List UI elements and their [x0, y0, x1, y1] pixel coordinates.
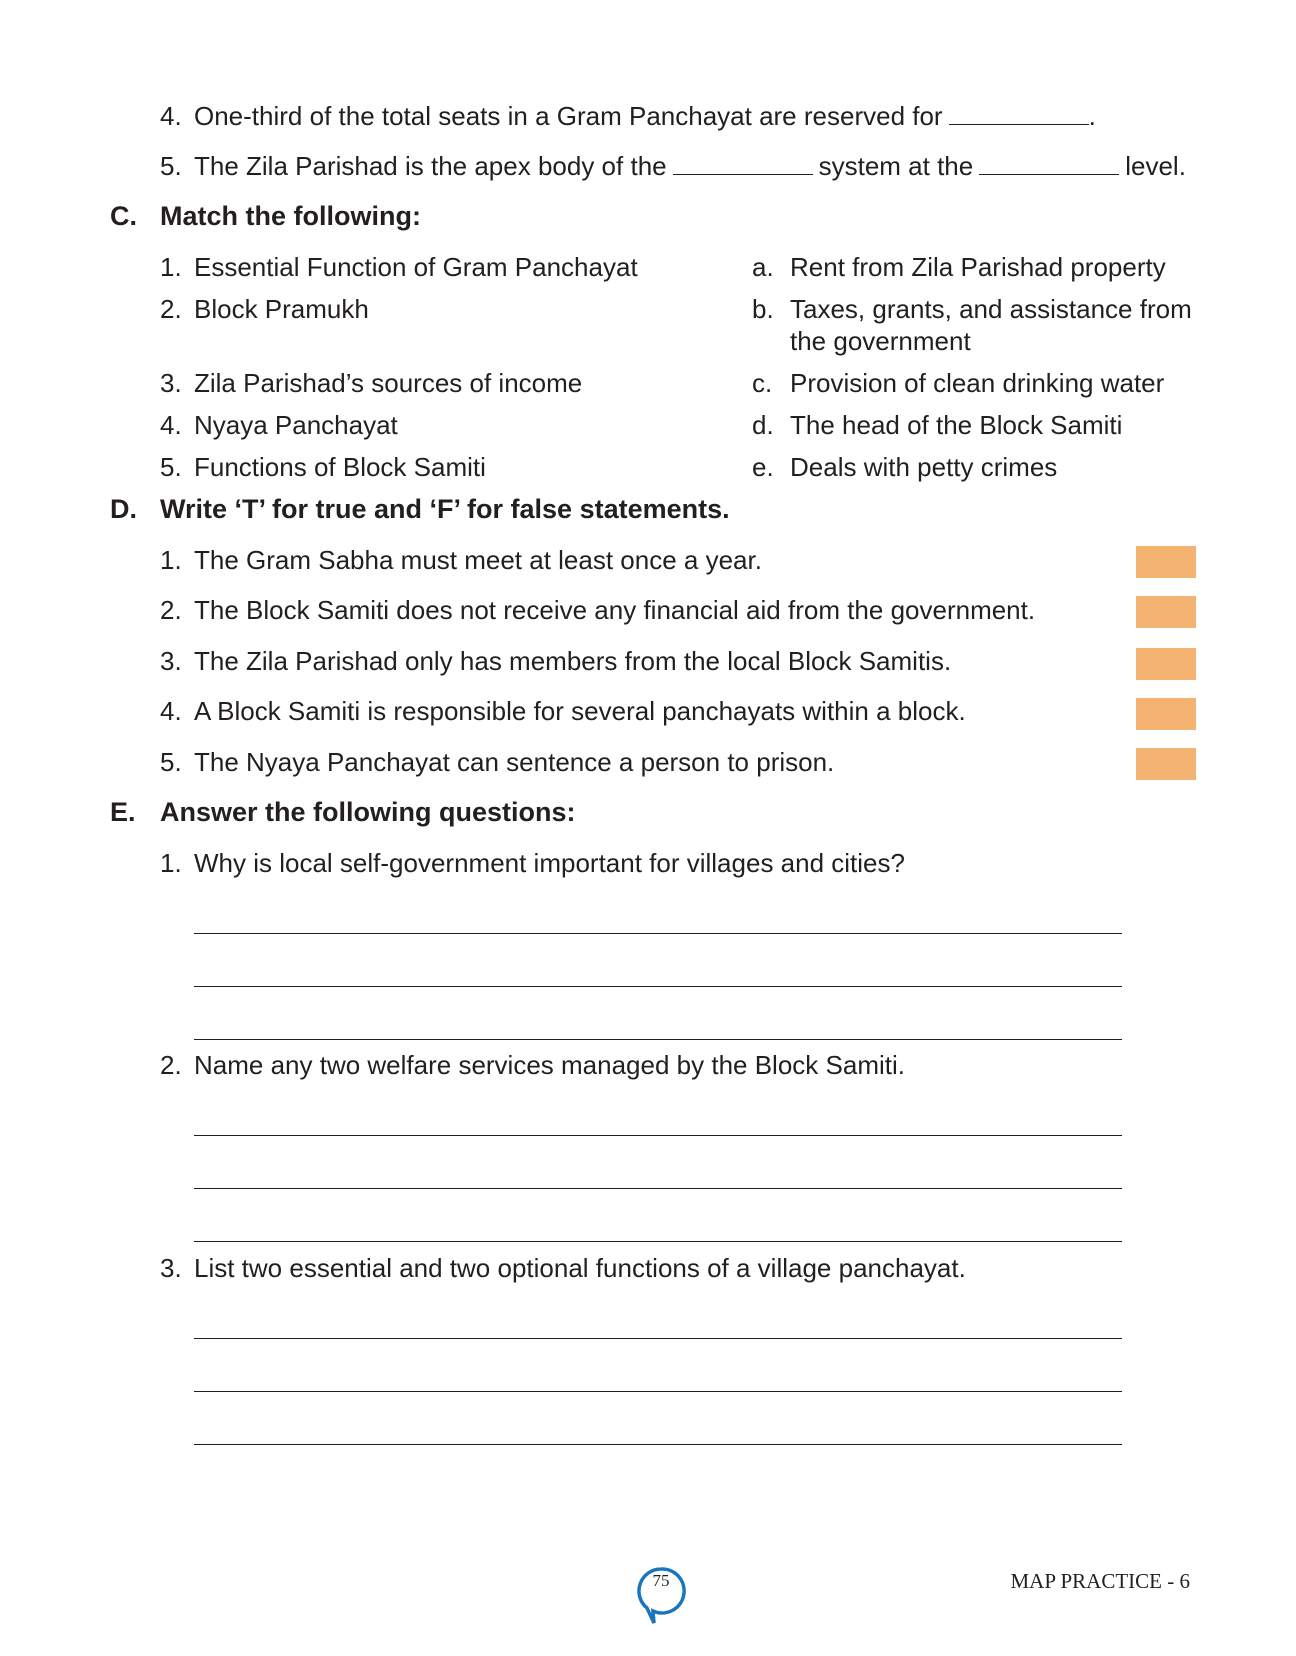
right-item: Provision of clean drinking water [790, 368, 1165, 398]
statement-number: 1. [160, 545, 182, 575]
question-number: 1. [160, 848, 182, 878]
answer-line[interactable] [194, 1391, 1122, 1392]
answer-blank[interactable] [673, 152, 813, 175]
left-number: 5. [160, 452, 182, 482]
right-item: Deals with petty crimes [790, 452, 1058, 482]
answer-box[interactable] [1136, 698, 1196, 730]
section-letter: E. [110, 797, 136, 827]
answer-blank[interactable] [949, 102, 1089, 125]
right-letter: c. [752, 368, 773, 398]
answer-line[interactable] [194, 1039, 1122, 1040]
question-text: List two essential and two optional functions of a village panchayat. [194, 1253, 966, 1283]
statement-number: 4. [160, 696, 182, 726]
answer-line[interactable] [194, 1338, 1122, 1339]
answer-line[interactable] [194, 1444, 1122, 1445]
left-number: 3. [160, 368, 182, 398]
question-number: 3. [160, 1253, 182, 1283]
right-item: Rent from Zila Parishad property [790, 252, 1166, 282]
question-number: 2. [160, 1050, 182, 1080]
answer-box[interactable] [1136, 648, 1196, 680]
statement-text: The Zila Parishad only has members from the local Block Samitis. [194, 646, 952, 676]
answer-line[interactable] [194, 1241, 1122, 1242]
section-letter: D. [110, 494, 137, 524]
left-item: Functions of Block Samiti [194, 452, 486, 482]
left-number: 1. [160, 252, 182, 282]
book-title: MAP PRACTICE - 6 [1010, 1569, 1190, 1593]
question-text-end: . [1088, 101, 1096, 131]
answer-blank[interactable] [979, 152, 1119, 175]
answer-box[interactable] [1136, 596, 1196, 628]
statement-number: 5. [160, 747, 182, 777]
page-number: 75 [652, 1571, 670, 1590]
answer-line[interactable] [194, 1188, 1122, 1189]
statement-text: The Gram Sabha must meet at least once a year. [194, 545, 762, 575]
section-title: Answer the following questions: [160, 797, 576, 827]
right-letter: a. [752, 252, 774, 282]
right-item: The head of the Block Samiti [790, 410, 1123, 440]
question-number: 4. [160, 101, 182, 131]
question-number: 5. [160, 151, 182, 181]
statement-text: A Block Samiti is responsible for several panchayats within a block. [194, 696, 966, 726]
right-letter: d. [752, 410, 774, 440]
question-text: One-third of the total seats in a Gram Panchayat are reserved for [194, 101, 943, 131]
left-item: Zila Parishad’s sources of income [194, 368, 583, 398]
answer-box[interactable] [1136, 546, 1196, 578]
left-item: Essential Function of Gram Panchayat [194, 252, 638, 282]
answer-box[interactable] [1136, 748, 1196, 780]
answer-line[interactable] [194, 1135, 1122, 1136]
left-number: 4. [160, 410, 182, 440]
section-title: Match the following: [160, 201, 421, 231]
left-item: Nyaya Panchayat [194, 410, 398, 440]
question-text: level. [1125, 151, 1186, 181]
section-title: Write ‘T’ for true and ‘F’ for false statements. [160, 494, 730, 524]
left-item: Block Pramukh [194, 294, 369, 324]
right-letter: e. [752, 452, 774, 482]
right-letter: b. [752, 294, 774, 324]
right-item: Taxes, grants, and assistance from the government [790, 294, 1192, 356]
question-text: The Zila Parishad is the apex body of the [194, 151, 667, 181]
section-letter: C. [110, 201, 137, 231]
answer-line[interactable] [194, 933, 1122, 934]
question-text: Name any two welfare services managed by the Block Samiti. [194, 1050, 905, 1080]
question-text: Why is local self-government important for villages and cities? [194, 848, 905, 878]
answer-line[interactable] [194, 986, 1122, 987]
statement-number: 3. [160, 646, 182, 676]
statement-text: The Block Samiti does not receive any financial aid from the government. [194, 595, 1036, 625]
left-number: 2. [160, 294, 182, 324]
statement-number: 2. [160, 595, 182, 625]
question-text: system at the [818, 151, 974, 181]
statement-text: The Nyaya Panchayat can sentence a person to prison. [194, 747, 835, 777]
